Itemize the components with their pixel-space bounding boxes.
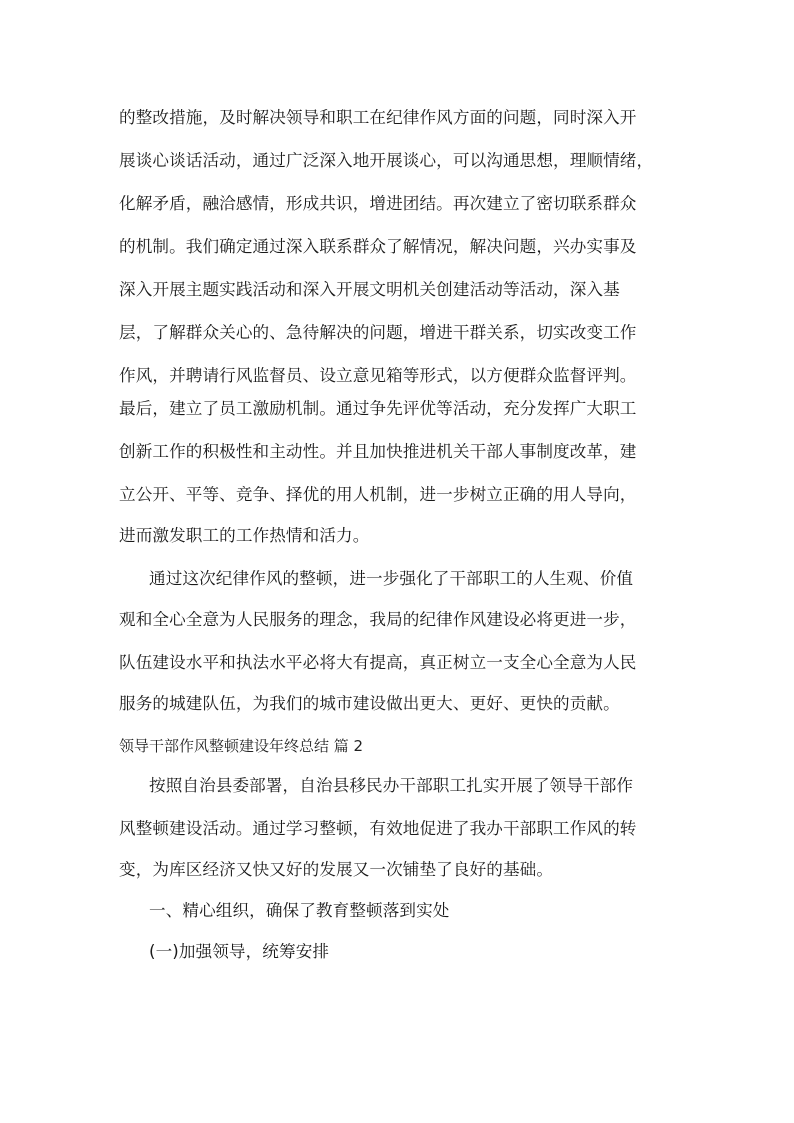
text-line: 深入开展主题实践活动和深入开展文明机关创建活动等活动，深入基 [119, 280, 620, 299]
text-line: 最后，建立了员工激励机制。通过争先评优等活动，充分发挥广大职工 [119, 399, 637, 418]
text-line: 队伍建设水平和执法水平必将大有提高，真正树立一支全心全意为人民 [119, 653, 637, 672]
text-line: 创新工作的积极性和主动性。并且加快推进机关干部人事制度改革，建 [119, 442, 637, 461]
text-line: 作风，并聘请行风监督员、设立意见箱等形式，以方便群众监督评判。 [119, 366, 637, 385]
text-line: 立公开、平等、竞争、择优的用人机制，进一步树立正确的用人导向， [119, 485, 637, 504]
text-line: 通过这次纪律作风的整顿，进一步强化了干部职工的人生观、价值 [149, 569, 634, 588]
text-line: 按照自治县委部署，自治县移民办干部职工扎实开展了领导干部作 [149, 776, 634, 795]
text-line: 变，为库区经济又快又好的发展又一次铺垫了良好的基础。 [119, 860, 554, 879]
heading-level-1: 一、精心组织，确保了教育整顿落到实处 [149, 901, 450, 920]
text-line: 进而激发职工的工作热情和活力。 [119, 526, 370, 545]
text-line: 层，了解群众关心的、急待解决的问题，增进干群关系，切实改变工作 [119, 323, 637, 342]
text-line: 展谈心谈话活动，通过广泛深入地开展谈心，可以沟通思想，理顺情绪， [119, 151, 654, 170]
text-line: 化解矛盾，融洽感情，形成共识，增进团结。再次建立了密切联系群众 [119, 194, 637, 213]
text-line: 服务的城建队伍，为我们的城市建设做出更大、更好、更快的贡献。 [119, 694, 620, 713]
text-line: 的机制。我们确定通过深入联系群众了解情况，解决问题，兴办实事及 [119, 237, 637, 256]
text-line: 观和全心全意为人民服务的理念，我局的纪律作风建设必将更进一步， [119, 610, 637, 629]
section-title: 领导干部作风整顿建设年终总结 篇 2 [119, 737, 364, 755]
heading-level-2: (一)加强领导，统筹安排 [149, 942, 330, 961]
text-line: 的整改措施，及时解决领导和职工在纪律作风方面的问题，同时深入开 [119, 108, 637, 127]
text-line: 风整顿建设活动。通过学习整顿，有效地促进了我办干部职工作风的转 [119, 819, 637, 838]
